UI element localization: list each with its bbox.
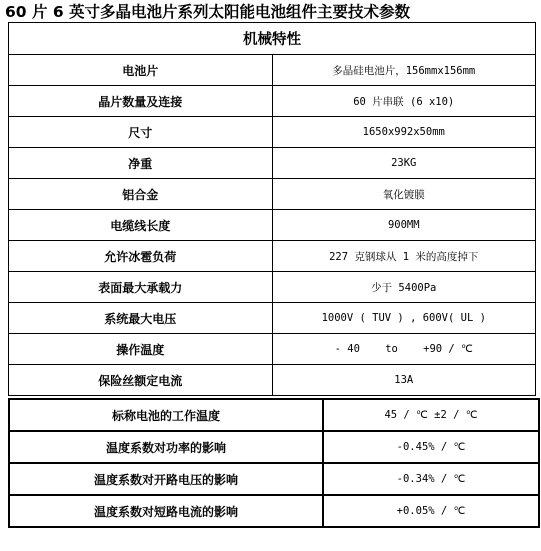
- spec-value: 13A: [272, 365, 536, 396]
- spec-label: 晶片数量及连接: [9, 86, 273, 117]
- table-row: [9, 55, 536, 86]
- table-row: [9, 241, 536, 272]
- spec-value: 1650x992x50mm: [272, 117, 536, 148]
- spec-value: 23KG: [272, 148, 536, 179]
- spec-value: 1000V ( TUV ) , 600V( UL ): [272, 303, 536, 334]
- table-row: [9, 399, 539, 431]
- spec-label: 系统最大电压: [9, 303, 273, 334]
- spec-value: -0.45% / ℃: [323, 431, 539, 463]
- table-row: [9, 179, 536, 210]
- spec-value: 60 片串联 (6 x10): [272, 86, 536, 117]
- table-row: [9, 210, 536, 241]
- spec-value: 227 克钢球从 1 米的高度掉下: [272, 241, 536, 272]
- table-row: [9, 117, 536, 148]
- spec-label: 净重: [9, 148, 273, 179]
- table-row: [9, 86, 536, 117]
- temperature-specs-table: [8, 398, 540, 528]
- table-row: [9, 272, 536, 303]
- spec-label: 标称电池的工作温度: [9, 399, 323, 431]
- spec-label: 铝合金: [9, 179, 273, 210]
- spec-value: 少于 5400Pa: [272, 272, 536, 303]
- spec-label: 操作温度: [9, 334, 273, 365]
- spec-label: 温度系数对开路电压的影响: [9, 463, 323, 495]
- table-row: [9, 495, 539, 527]
- spec-label: 允许冰雹负荷: [9, 241, 273, 272]
- table-row: [9, 463, 539, 495]
- spec-label: 温度系数对功率的影响: [9, 431, 323, 463]
- table-row: [9, 303, 536, 334]
- spec-label: 表面最大承载力: [9, 272, 273, 303]
- table-row: [9, 334, 536, 365]
- document-title: 60 片 6 英寸多晶电池片系列太阳能电池组件主要技术参数: [5, 3, 411, 21]
- table-row: [9, 148, 536, 179]
- spec-label: 电缆线长度: [9, 210, 273, 241]
- spec-label: 电池片: [9, 55, 273, 86]
- spec-value: - 40 to +90 / ℃: [272, 334, 536, 365]
- spec-label: 尺寸: [9, 117, 273, 148]
- spec-value: 多晶硅电池片，156mmx156mm: [272, 55, 536, 86]
- spec-value: +0.05% / ℃: [323, 495, 539, 527]
- spec-value: -0.34% / ℃: [323, 463, 539, 495]
- spec-value: 氧化镀膜: [272, 179, 536, 210]
- table-row: [9, 365, 536, 396]
- mechanical-specs-table: [8, 22, 536, 396]
- spec-value: 45 / ℃ ±2 / ℃: [323, 399, 539, 431]
- table-row: [9, 431, 539, 463]
- spec-label: 保险丝额定电流: [9, 365, 273, 396]
- spec-label: 温度系数对短路电流的影响: [9, 495, 323, 527]
- spec-value: 900MM: [272, 210, 536, 241]
- section-header: 机械特性: [9, 23, 536, 55]
